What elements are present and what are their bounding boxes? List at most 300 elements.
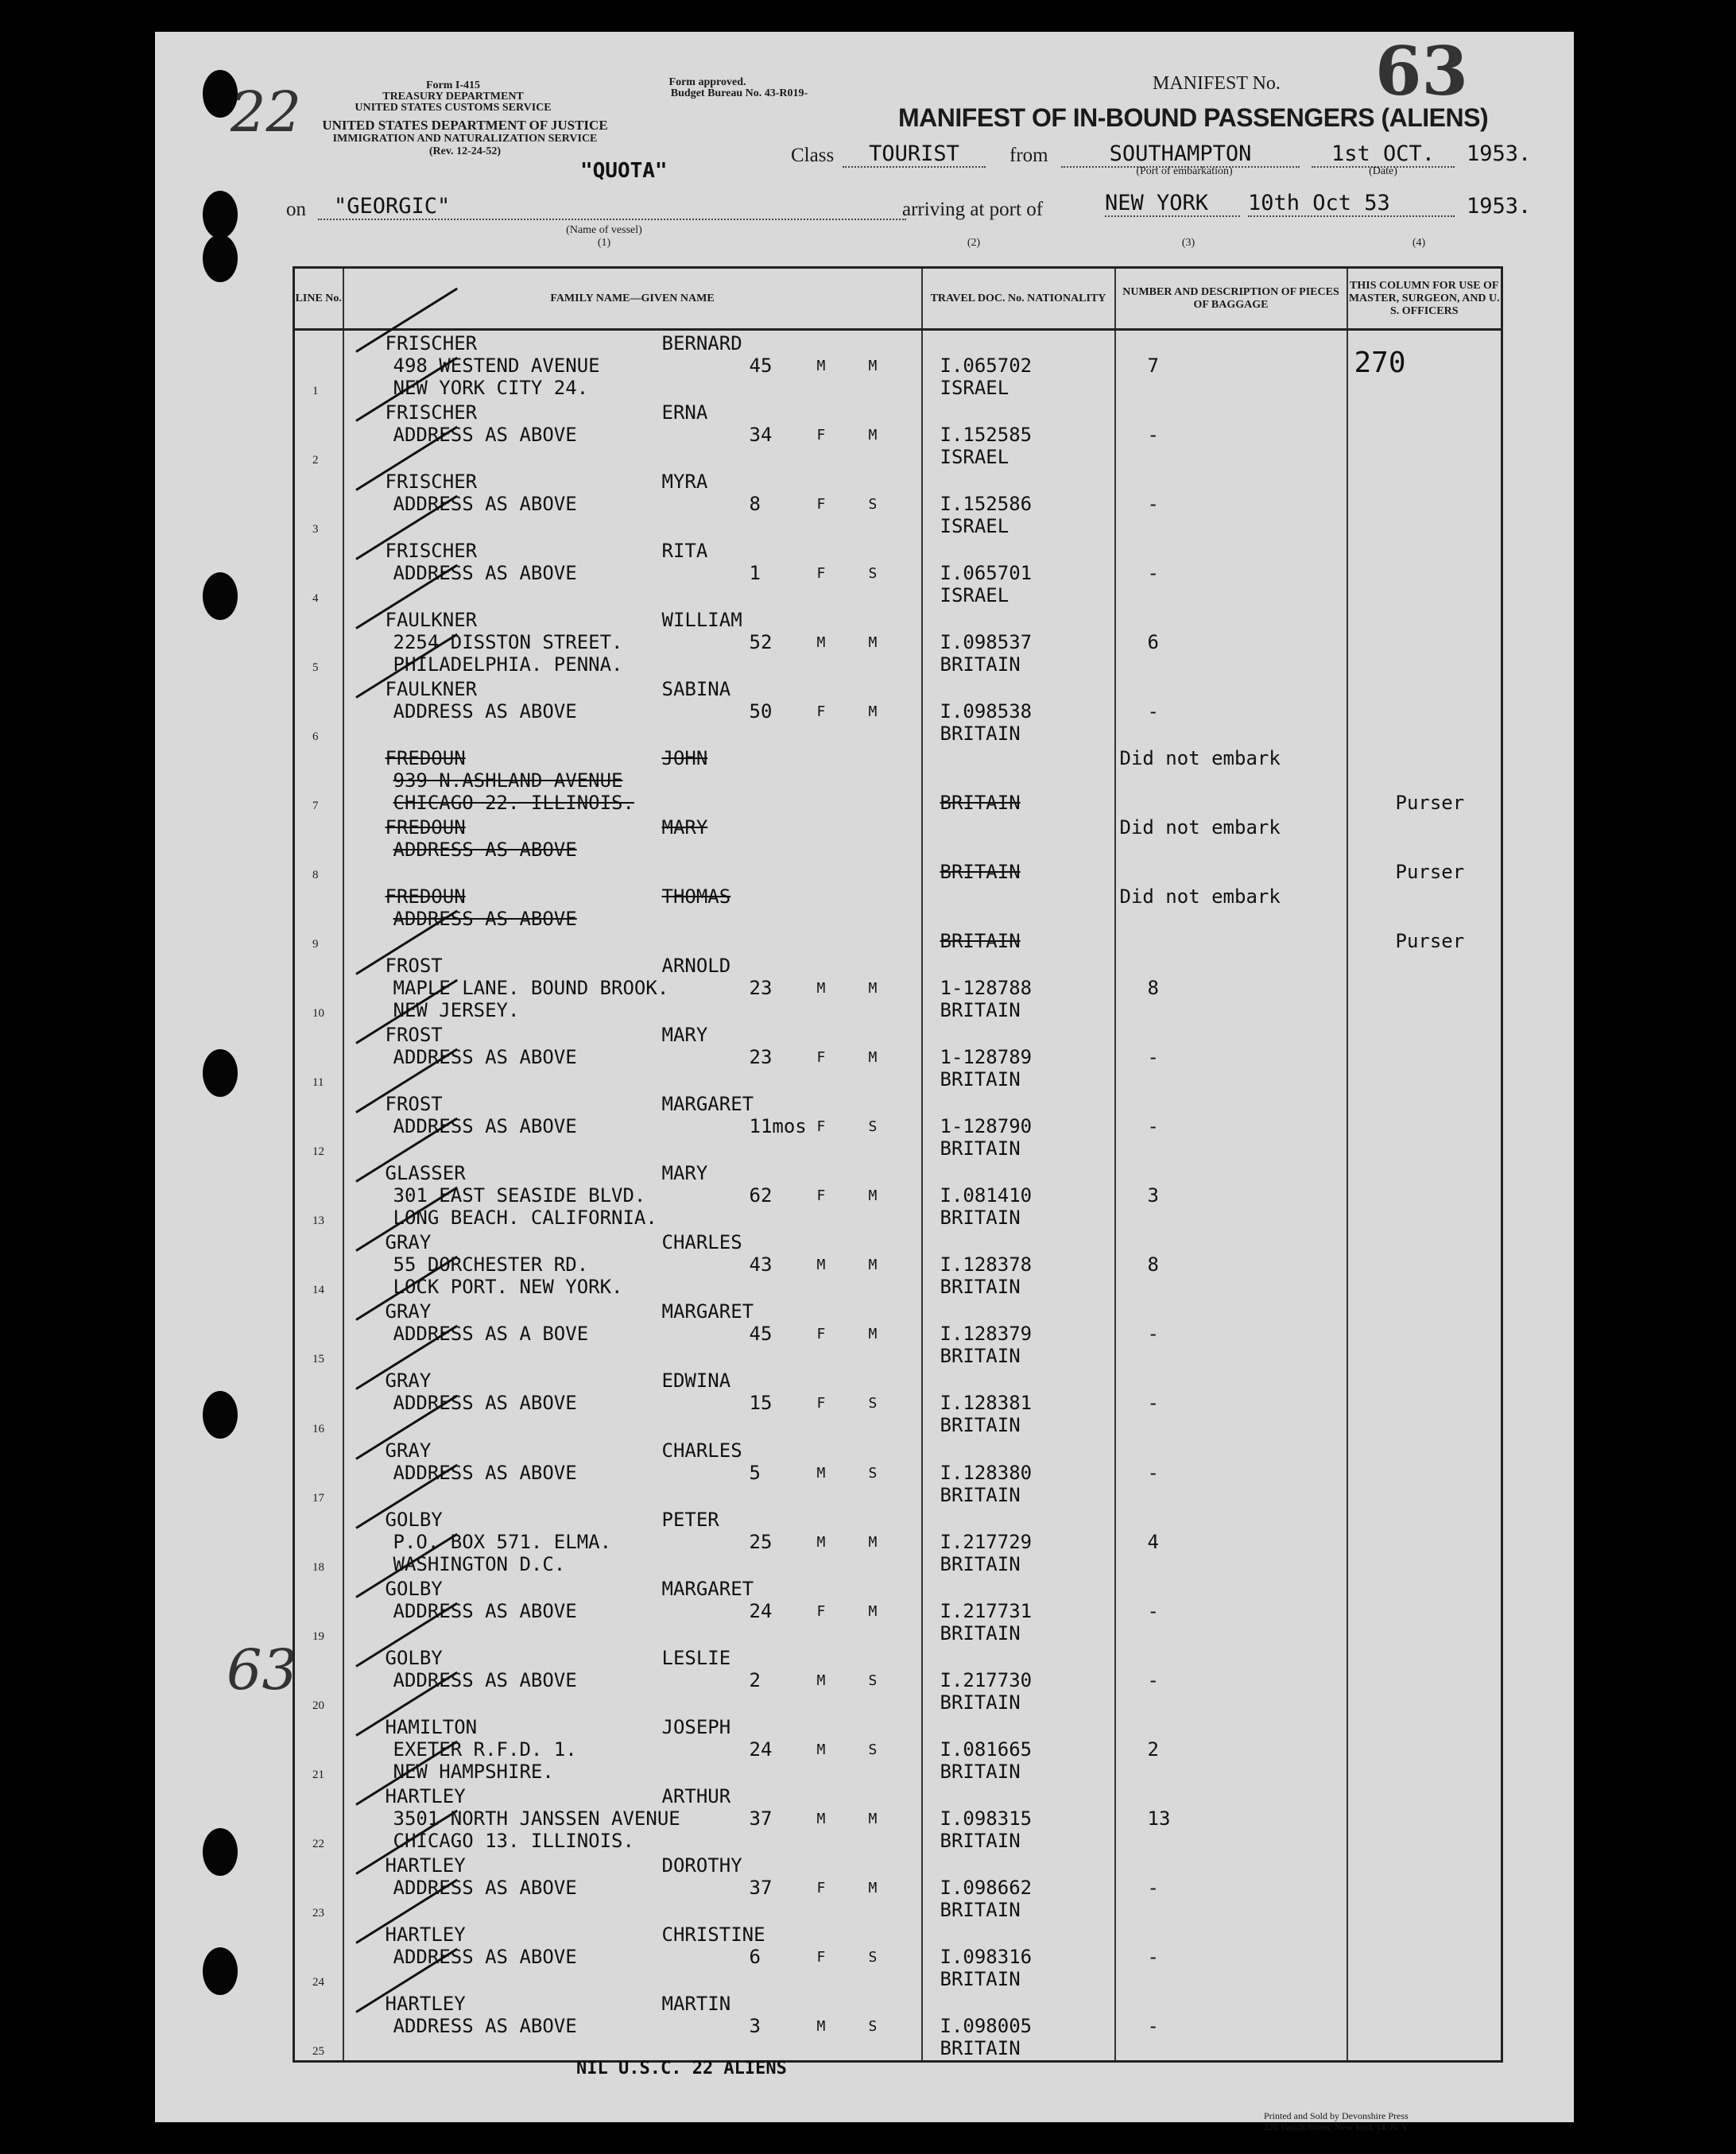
given-name: MYRA (661, 471, 708, 494)
table-row (294, 330, 1502, 401)
baggage: - (1147, 1323, 1159, 1346)
doc-cell (922, 1991, 1115, 2062)
family-name: FROST (385, 1024, 443, 1047)
baggage: - (1147, 1876, 1159, 1899)
punch-hole (203, 1947, 238, 1995)
address-line-2: NEW JERSEY. (393, 999, 520, 1022)
travel-doc-number: I.152586 (940, 493, 1033, 516)
line-number: 4 (312, 592, 319, 606)
name-cell (343, 1853, 922, 1922)
name-cell (343, 1922, 922, 1991)
name-cell (343, 400, 922, 469)
sex: F (816, 1602, 826, 1620)
name-cell (343, 746, 922, 815)
address-line-1: 939 N.ASHLAND AVENUE (393, 769, 623, 792)
baggage: - (1147, 1115, 1159, 1138)
marital-status: M (868, 1533, 878, 1551)
nationality: ISRAEL (940, 584, 1009, 607)
nationality: BRITAIN (940, 1483, 1021, 1506)
address-line-1: 301 EAST SEASIDE BLVD. (393, 1184, 646, 1207)
given-name: MARY (661, 1024, 708, 1047)
baggage-cell (1115, 1853, 1347, 1922)
baggage-cell (1115, 1714, 1347, 1784)
sex: F (816, 565, 826, 583)
travel-doc-number: I.217731 (940, 1599, 1033, 1622)
family-name: FRISCHER (385, 540, 478, 563)
line-cell (294, 1368, 343, 1437)
line-number: 15 (312, 1353, 324, 1366)
officer-cell (1347, 1714, 1502, 1784)
age: 11mos (749, 1115, 807, 1138)
age: 34 (749, 424, 773, 447)
doc-cell (922, 1438, 1115, 1507)
punch-hole (203, 572, 238, 620)
sex: M (816, 1741, 826, 1758)
given-name: SABINA (661, 678, 731, 701)
table-row (294, 1853, 1502, 1922)
nationality: BRITAIN (940, 1276, 1021, 1299)
nationality: BRITAIN (940, 1137, 1021, 1160)
officer-cell (1347, 538, 1502, 607)
marital-status: S (868, 1741, 878, 1758)
officer-cell (1347, 1438, 1502, 1507)
name-cell (343, 884, 922, 953)
address-line-2: LONG BEACH. CALIFORNIA. (393, 1207, 657, 1230)
travel-doc-number: I.098662 (940, 1876, 1033, 1899)
port-embark-caption: (Port of embarkation) (1136, 165, 1233, 177)
header-baggage: NUMBER AND DESCRIPTION OF PIECES OF BAGGAGE (1115, 268, 1347, 330)
baggage-cell (1115, 1576, 1347, 1645)
line-number: 14 (312, 1284, 324, 1297)
sex: F (816, 1879, 826, 1896)
name-cell (343, 1022, 922, 1091)
sex: M (816, 1672, 826, 1689)
table-row (294, 815, 1502, 884)
travel-doc-number: 1-128789 (940, 1046, 1033, 1069)
name-cell (343, 607, 922, 676)
address-line-1: ADDRESS AS ABOVE (393, 1945, 577, 1968)
line-cell (294, 1576, 343, 1645)
doc-cell (922, 607, 1115, 676)
header-name: FAMILY NAME—GIVEN NAME (343, 268, 922, 330)
address-line-1: 55 DORCHESTER RD. (393, 1253, 589, 1277)
baggage: - (1147, 1668, 1159, 1691)
table-row (294, 1091, 1502, 1160)
nationality: BRITAIN (940, 999, 1021, 1022)
officer-cell (1347, 1784, 1502, 1853)
nationality: BRITAIN (940, 792, 1021, 815)
officer-cell (1347, 1507, 1502, 1576)
baggage-cell (1115, 1299, 1347, 1368)
marital-status: S (868, 1464, 878, 1482)
line-cell (294, 1160, 343, 1230)
doc-cell (922, 1922, 1115, 1991)
travel-doc-number: I.128381 (940, 1392, 1033, 1415)
family-name: GOLBY (385, 1646, 443, 1669)
sex: F (816, 1049, 826, 1067)
baggage-cell (1115, 538, 1347, 607)
given-name: MARGARET (661, 1577, 754, 1600)
table-row (294, 1438, 1502, 1507)
table-row (294, 1230, 1502, 1299)
doc-cell (922, 884, 1115, 953)
embark-date: 1st OCT. (1312, 141, 1455, 168)
baggage-cell (1115, 1507, 1347, 1576)
address-line-1: ADDRESS AS ABOVE (393, 908, 577, 931)
baggage-cell (1115, 953, 1347, 1022)
doc-cell (922, 953, 1115, 1022)
name-cell (343, 1507, 922, 1576)
family-name: FREDOUN (385, 885, 466, 908)
name-cell (343, 1299, 922, 1368)
line-number: 20 (312, 1699, 324, 1712)
col2-number: (2) (967, 237, 981, 249)
nationality: BRITAIN (940, 1414, 1021, 1437)
line-cell (294, 538, 343, 607)
line-number: 16 (312, 1422, 324, 1435)
nationality: BRITAIN (940, 1345, 1021, 1368)
name-cell (343, 330, 922, 401)
officer-cell (1347, 884, 1502, 953)
name-cell (343, 1091, 922, 1160)
nationality: BRITAIN (940, 723, 1021, 746)
baggage-cell (1115, 607, 1347, 676)
table-row (294, 746, 1502, 815)
punch-hole (203, 1049, 238, 1097)
line-cell (294, 330, 343, 401)
line-number: 13 (312, 1215, 324, 1228)
justice-dept: UNITED STATES DEPARTMENT OF JUSTICE (322, 118, 608, 133)
name-cell (343, 1230, 922, 1299)
given-name: MARY (661, 1162, 708, 1185)
marital-status: S (868, 1395, 878, 1412)
name-cell (343, 1714, 922, 1784)
marital-status: S (868, 496, 878, 513)
officer-note: Purser (1395, 792, 1465, 815)
doc-cell (922, 1230, 1115, 1299)
officer-cell (1347, 1230, 1502, 1299)
name-cell (343, 1438, 922, 1507)
table-row (294, 1299, 1502, 1368)
marital-status: M (868, 1187, 878, 1205)
line-number: 11 (312, 1076, 324, 1090)
age: 6 (749, 1945, 761, 1968)
address-line-1: ADDRESS AS ABOVE (393, 1461, 577, 1484)
baggage: 7 (1147, 354, 1159, 377)
nationality: BRITAIN (940, 1621, 1021, 1645)
table-row (294, 1160, 1502, 1230)
baggage-cell (1115, 1022, 1347, 1091)
line-cell (294, 815, 343, 884)
nationality: BRITAIN (940, 653, 1021, 676)
family-name: FRISCHER (385, 471, 478, 494)
nationality: BRITAIN (940, 1898, 1021, 1921)
line-cell (294, 1853, 343, 1922)
name-cell (343, 469, 922, 538)
given-name: CHARLES (661, 1439, 742, 1462)
age: 50 (749, 700, 773, 723)
nationality: BRITAIN (940, 1691, 1021, 1714)
family-name: FRISCHER (385, 401, 478, 424)
nationality: BRITAIN (940, 861, 1021, 884)
baggage: 8 (1147, 977, 1159, 1000)
officer-cell (1347, 607, 1502, 676)
travel-doc-number: I.081410 (940, 1184, 1033, 1207)
sex: M (816, 980, 826, 998)
doc-cell (922, 330, 1115, 401)
age: 45 (749, 1323, 773, 1346)
line-cell (294, 1922, 343, 1991)
marital-status: S (868, 1118, 878, 1136)
baggage: - (1147, 700, 1159, 723)
family-name: HARTLEY (385, 1992, 466, 2015)
line-cell (294, 469, 343, 538)
line-number: 18 (312, 1560, 324, 1574)
class-label: Class (791, 145, 835, 166)
address-line-2: NEW YORK CITY 24. (393, 377, 589, 399)
baggage: - (1147, 1599, 1159, 1622)
address-line-1: ADDRESS AS ABOVE (393, 1599, 577, 1622)
passenger-table (293, 266, 1503, 2063)
nationality: ISRAEL (940, 515, 1009, 538)
travel-doc-number: I.081665 (940, 1738, 1033, 1761)
date-caption: (Date) (1369, 165, 1397, 177)
officer-cell (1347, 1576, 1502, 1645)
officer-note: 270 (1354, 347, 1406, 379)
travel-doc-number: I.217729 (940, 1530, 1033, 1553)
punch-hole (203, 1828, 238, 1876)
from-label: from (1009, 145, 1048, 166)
travel-doc-number: I.098316 (940, 1945, 1033, 1968)
header-officers: THIS COLUMN FOR USE OF MASTER, SURGEON, AND U. S. OFFICERS (1347, 268, 1502, 330)
age: 5 (749, 1461, 761, 1484)
age: 1 (749, 562, 761, 585)
doc-cell (922, 538, 1115, 607)
manifest-no-label: MANIFEST No. (1153, 73, 1281, 94)
baggage-cell (1115, 676, 1347, 746)
class-value: TOURIST (843, 141, 986, 168)
family-name: FRISCHER (385, 332, 478, 354)
manifest-no-value: 63 (1375, 32, 1468, 110)
officer-cell (1347, 815, 1502, 884)
name-cell (343, 1991, 922, 2062)
address-line-1: ADDRESS AS ABOVE (393, 493, 577, 516)
baggage: - (1147, 493, 1159, 516)
manifest-summary: NIL U.S.C. 22 ALIENS (576, 2059, 787, 2078)
address-line-1: ADDRESS AS ABOVE (393, 562, 577, 585)
age: 3 (749, 2014, 761, 2037)
baggage: 3 (1147, 1184, 1159, 1207)
age: 15 (749, 1392, 773, 1415)
table-row (294, 884, 1502, 953)
family-name: FROST (385, 1093, 443, 1116)
doc-cell (922, 746, 1115, 815)
officer-cell (1347, 1299, 1502, 1368)
line-cell (294, 1022, 343, 1091)
nationality: BRITAIN (940, 930, 1021, 953)
given-name: MARY (661, 816, 708, 839)
officer-cell (1347, 1368, 1502, 1437)
baggage: 8 (1147, 1253, 1159, 1277)
arrival-year: 1953. (1467, 194, 1532, 219)
officer-cell (1347, 676, 1502, 746)
port-of-embarkation: SOUTHAMPTON (1061, 141, 1300, 168)
travel-doc-number: I.128378 (940, 1253, 1033, 1277)
line-number: 24 (312, 1975, 324, 1989)
doc-cell (922, 1645, 1115, 1714)
vessel-caption: (Name of vessel) (566, 224, 642, 236)
given-name: WILLIAM (661, 609, 742, 632)
marital-status: S (868, 1672, 878, 1689)
travel-doc-number: I.098005 (940, 2014, 1033, 2037)
name-cell (343, 1645, 922, 1714)
baggage-cell (1115, 1091, 1347, 1160)
travel-doc-number: 1-128788 (940, 977, 1033, 1000)
line-cell (294, 1507, 343, 1576)
family-name: HARTLEY (385, 1923, 466, 1946)
on-label: on (286, 199, 306, 220)
table-row (294, 1784, 1502, 1853)
line-number: 17 (312, 1491, 324, 1505)
punch-hole (203, 1391, 238, 1439)
address-line-1: ADDRESS AS ABOVE (393, 1668, 577, 1691)
punch-hole (203, 191, 238, 238)
table-row (294, 1022, 1502, 1091)
doc-cell (922, 1714, 1115, 1784)
family-name: GRAY (385, 1231, 432, 1254)
marital-status: M (868, 634, 878, 652)
travel-doc-number: I.152585 (940, 424, 1033, 447)
family-name: GRAY (385, 1439, 432, 1462)
family-name: HARTLEY (385, 1854, 466, 1877)
given-name: EDWINA (661, 1369, 731, 1393)
travel-doc-number: 1-128790 (940, 1115, 1033, 1138)
age: 37 (749, 1807, 773, 1830)
officer-cell (1347, 746, 1502, 815)
line-number: 3 (312, 523, 319, 537)
baggage: - (1147, 2014, 1159, 2037)
doc-cell (922, 469, 1115, 538)
line-number: 25 (312, 2045, 324, 2058)
address-line-2: PHILADELPHIA. PENNA. (393, 653, 623, 676)
age: 2 (749, 1668, 761, 1691)
baggage: 6 (1147, 631, 1159, 654)
manifest-title: MANIFEST OF IN-BOUND PASSENGERS (ALIENS) (898, 103, 1489, 132)
sex: M (816, 1257, 826, 1274)
travel-doc-number: I.128380 (940, 1461, 1033, 1484)
customs-service: UNITED STATES CUSTOMS SERVICE (355, 102, 552, 114)
line-number: 12 (312, 1145, 324, 1159)
doc-cell (922, 1091, 1115, 1160)
given-name: PETER (661, 1508, 719, 1531)
nationality: ISRAEL (940, 377, 1009, 399)
baggage-cell (1115, 746, 1347, 815)
address-line-1: ADDRESS AS ABOVE (393, 839, 577, 862)
header-doc: TRAVEL DOC. No. NATIONALITY (922, 268, 1115, 330)
table-row (294, 1507, 1502, 1576)
baggage: 13 (1147, 1807, 1171, 1830)
age: 45 (749, 354, 773, 377)
baggage: - (1147, 424, 1159, 447)
address-line-1: ADDRESS AS ABOVE (393, 424, 577, 447)
line-number: 2 (312, 454, 319, 467)
marital-status: M (868, 1879, 878, 1896)
sex: F (816, 1948, 826, 1966)
line-number: 22 (312, 1837, 324, 1850)
nationality: BRITAIN (940, 1552, 1021, 1575)
doc-cell (922, 1784, 1115, 1853)
travel-doc-number: I.128379 (940, 1323, 1033, 1346)
age: 43 (749, 1253, 773, 1277)
nationality: BRITAIN (940, 1829, 1021, 1852)
sex: M (816, 1533, 826, 1551)
baggage-cell (1115, 815, 1347, 884)
header-line-no: LINE No. (294, 268, 343, 330)
nationality: BRITAIN (940, 2036, 1021, 2059)
table-row (294, 676, 1502, 746)
baggage-cell (1115, 330, 1347, 401)
line-cell (294, 676, 343, 746)
table-row (294, 953, 1502, 1022)
officer-cell (1347, 1991, 1502, 2062)
given-name: MARGARET (661, 1300, 754, 1323)
officer-cell (1347, 1022, 1502, 1091)
marital-status: M (868, 1049, 878, 1067)
baggage-cell (1115, 469, 1347, 538)
line-cell (294, 607, 343, 676)
address-line-1: ADDRESS AS ABOVE (393, 1392, 577, 1415)
baggage-cell (1115, 1368, 1347, 1437)
given-name: JOSEPH (661, 1715, 731, 1738)
baggage-cell (1115, 1991, 1347, 2062)
address-line-1: ADDRESS AS ABOVE (393, 1046, 577, 1069)
table-row (294, 607, 1502, 676)
col4-number: (4) (1412, 237, 1426, 249)
line-number: 1 (312, 385, 319, 398)
line-cell (294, 1438, 343, 1507)
officer-cell (1347, 1853, 1502, 1922)
line-cell (294, 400, 343, 469)
baggage: 4 (1147, 1530, 1159, 1553)
family-name: FREDOUN (385, 747, 466, 770)
line-number: 9 (312, 938, 319, 951)
given-name: BERNARD (661, 332, 742, 354)
name-cell (343, 538, 922, 607)
doc-cell (922, 815, 1115, 884)
family-name: FAULKNER (385, 678, 478, 701)
handwritten-side-number: 63 (227, 1637, 298, 1703)
marital-status: S (868, 1948, 878, 1966)
doc-cell (922, 1299, 1115, 1368)
given-name: LESLIE (661, 1646, 731, 1669)
family-name: GRAY (385, 1369, 432, 1393)
name-cell (343, 1160, 922, 1230)
given-name: DOROTHY (661, 1854, 742, 1877)
table-row (294, 469, 1502, 538)
arrival-date: 10th Oct 53 (1248, 191, 1455, 217)
table-row (294, 1922, 1502, 1991)
table-row (294, 400, 1502, 469)
baggage: - (1147, 1392, 1159, 1415)
given-name: THOMAS (661, 885, 731, 908)
sex: F (816, 703, 826, 721)
table-row (294, 1576, 1502, 1645)
sex: M (816, 2017, 826, 2035)
sex: F (816, 496, 826, 513)
family-name: HAMILTON (385, 1715, 478, 1738)
punch-hole (203, 234, 238, 282)
arriving-label: arriving at port of (902, 199, 1044, 220)
